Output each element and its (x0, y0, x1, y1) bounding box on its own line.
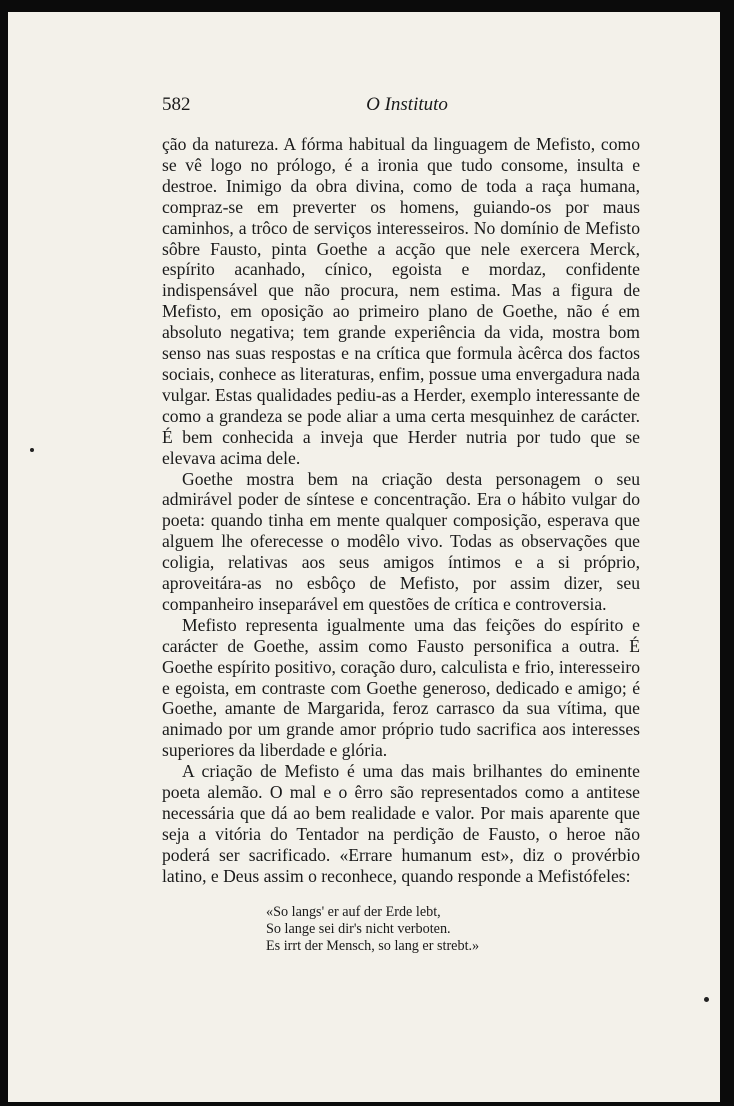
ink-speck (30, 448, 34, 452)
ink-speck (704, 997, 709, 1002)
page-number: 582 (162, 94, 191, 115)
paragraph: A criação de Mefisto é uma das mais brilhantes do eminente poeta alemão. O mal e o êrro são representados como a antitese necessária que dá ao bem realidade e valor. Por mais aparente que seja a vitória do Tentador na perdição de Fausto, o heroe não poderá ser sacrificado. «Errare humanum est», diz o provérbio latino, e Deus assim o reconhece, quando responde a Mefistófeles: (162, 761, 640, 886)
quote-line: So lange sei dir's nicht verboten. (266, 921, 451, 938)
verse-quote (266, 904, 586, 956)
page-header (162, 94, 652, 122)
book-page (8, 12, 720, 1102)
paragraph: Mefisto representa igualmente uma das feições do espírito e carácter de Goethe, assim como Fausto personifica a outra. É Goethe espírito positivo, coração duro, calculista e frio, interesseiro e egoista, em contraste com Goethe generoso, dedicado e amigo; é Goethe, amante de Margarida, feroz carrasco da sua vítima, que animado por um grande amor próprio tudo sacrifica aos interesses superiores da liberdade e glória. (162, 614, 640, 761)
paragraph: Goethe mostra bem na criação desta personagem o seu admirável poder de síntese e concentração. Era o hábito vulgar do poeta: quando tinha em mente qualquer composição, esperava que alguem lhe oferecesse o modêlo vivo. Todas as observações que coligia, relativas aos seus amigos íntimos e a si próprio, aproveitára-as no esbôço de Mefisto, por assim dizer, seu companheiro inseparável em questões de crítica e controversia. (162, 468, 640, 614)
quote-line: Es irrt der Mensch, so lang er strebt.» (266, 938, 480, 955)
running-title: O Instituto (366, 94, 448, 115)
quote-line: «So langs' er auf der Erde lebt, (266, 904, 441, 920)
body-text (162, 134, 640, 887)
paragraph: ção da natureza. A fórma habitual da linguagem de Mefisto, como se vê logo no prólogo, é a ironia que tudo consome, insulta e destroe. Inimigo da obra divina, como de toda a raça humana, compraz-se em preverter os homens, guiando-os por maus caminhos, a trôco de serviços interesseiros. No domínio de Mefisto sôbre Fausto, pinta Goethe a acção que nele exercera Merck, espírito acanhado, cínico, egoista e mordaz, confidente indispensável que não procura, nem estima. Mas a figura de Mefisto, em oposição ao primeiro plano de Goethe, não é em absoluto negativa; tem grande experiência da vida, mostra bom senso nas suas respostas e na crítica que formula àcêrca dos factos sociais, conhece as literaturas, enfim, possue uma envergadura nada vulgar. Estas qualidades pediu-as a Herder, exemplo interessante de como a grandeza se pode aliar a uma certa mesquinhez de carácter. É bem conhecida a inveja que Herder nutria por tudo que se elevava acima dele. (162, 134, 640, 468)
